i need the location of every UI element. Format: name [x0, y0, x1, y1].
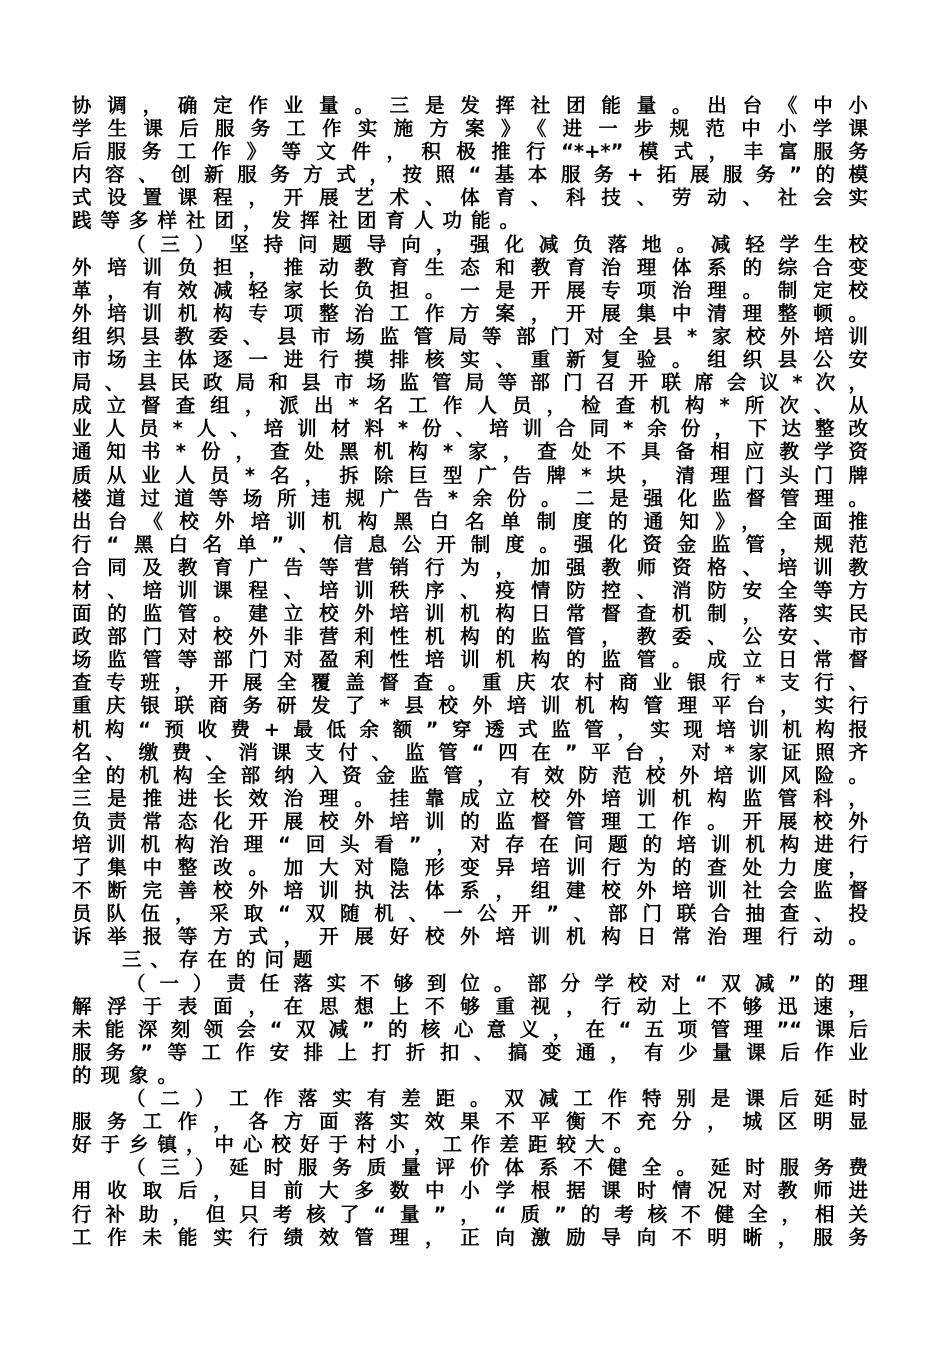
text-line: 政部门对校外非营利性机构的监管，教委、公安、市	[72, 625, 868, 649]
text-line: 市场主体逐一进行摸排核实、重新复验。组织县公安	[72, 348, 868, 372]
text-line: 服务”等工作安排上打折扣、搞变通，有少量课后作业	[72, 1040, 868, 1064]
text-line: 面的监管。建立校外培训机构日常督查机制，落实民	[72, 602, 868, 626]
text-line: 践等多样社团，发挥社团育人功能。	[72, 209, 529, 233]
document-body	[72, 94, 868, 1249]
text-line: 材、培训课程、培训秩序、疫情防控、消防安全等方	[72, 578, 868, 602]
text-line: 通知书*份，查处黑机构*家，查处不具备相应教学资	[72, 440, 868, 464]
text-line: 外培训机构专项整治工作方案，开展集中清理整顿。	[72, 301, 868, 325]
text-line: 不断完善校外培训执法体系，组建校外培训社会监督	[72, 879, 868, 903]
text-line: 名、缴费、消课支付、监管“四在”平台，对*家证照齐	[72, 740, 868, 764]
text-line: 合同及教育广告等营销行为，加强教师资格、培训教	[72, 555, 868, 579]
text-line: 机构“预收费+最低余额”穿透式监管，实现培训机构报	[72, 717, 868, 741]
text-line: 局、县民政局和县市场监管局等部门召开联席会议*次，	[72, 371, 868, 395]
text-line: 场监管等部门对盈利性培训机构的监管。成立日常督	[72, 648, 868, 672]
text-line: 行“黑白名单”、信息公开制度。强化资金监管，规范	[72, 532, 868, 556]
text-line: 成立督查组，派出*名工作人员，检查机构*所次、从	[72, 394, 868, 418]
text-line: 业人员*人、培训材料*份、培训合同*余份，下达整改	[72, 417, 868, 441]
text-line: 质从业人员*名，拆除巨型广告牌*块，清理门头门牌	[72, 463, 868, 487]
text-line: 查专班，开展全覆盖督查。重庆农村商业银行*支行、	[72, 671, 868, 695]
text-line: 服务工作，各方面落实效果不平衡不充分，城区明显	[72, 1110, 868, 1134]
text-line: （二）工作落实有差距。双减工作特别是课后延时	[126, 1087, 868, 1111]
text-line: 式设置课程，开展艺术、体育、科技、劳动、社会实	[72, 186, 868, 210]
text-line: 负责常态化开展校外培训的监督管理工作。开展校外	[72, 809, 868, 833]
text-line: 出台《校外培训机构黑白名单制度的通知》，全面推	[72, 509, 868, 533]
text-line: 外培训负担，推动教育生态和教育治理体系的综合变	[72, 255, 868, 279]
text-line: 三、存在的问题	[122, 948, 322, 972]
text-line: 解浮于表面，在思想上不够重视，行动上不够迅速，	[72, 994, 868, 1018]
text-line: 组织县教委、县市场监管局等部门对全县*家校外培训	[72, 324, 868, 348]
text-line: 三是推进长效治理。挂靠成立校外培训机构监管科，	[72, 786, 868, 810]
text-line: 员队伍，采取“双随机、一公开”、部门联合抽查、投	[72, 902, 868, 926]
text-line: 学生课后服务工作实施方案》《进一步规范中小学课	[72, 117, 868, 141]
text-line: （一）责任落实不够到位。部分学校对“双减”的理	[126, 971, 868, 995]
text-line: 协调，确定作业量。三是发挥社团能量。出台《中小	[72, 94, 868, 117]
text-line: 革，有效减轻家长负担。一是开展专项治理。制定校	[72, 278, 868, 302]
text-line: 行补助，但只考核了“量”，“质”的考核不健全，相关	[72, 1202, 868, 1226]
text-line: 内容、创新服务方式，按照“基本服务+拓展服务”的模	[72, 163, 868, 187]
text-line: 的现象。	[72, 1063, 187, 1087]
text-line: 重庆银联商务研发了*县校外培训机构管理平台，实行	[72, 694, 868, 718]
text-line: 全的机构全部纳入资金监管，有效防范校外培训风险。	[72, 763, 868, 787]
text-line: 了集中整改。加大对隐形变异培训行为的查处力度，	[72, 856, 868, 880]
text-line: 好于乡镇，中心校好于村小，工作差距较大。	[72, 1133, 643, 1157]
text-line: 培训机构治理“回头看”，对存在问题的培训机构进行	[72, 833, 868, 856]
text-line: 楼道过道等场所违规广告*余份。二是强化监督管理。	[72, 486, 868, 510]
text-line: 未能深刻领会“双减”的核心意义，在“五项管理”“课后	[72, 1017, 868, 1041]
text-line: 用收取后，目前大多数中小学根据课时情况对教师进	[72, 1179, 868, 1203]
text-line: 工作未能实行绩效管理，正向激励导向不明晰，服务	[72, 1225, 868, 1249]
text-line: 诉举报等方式，开展好校外培训机构日常治理行动。	[72, 925, 868, 949]
text-line: 后服务工作》等文件，积极推行“*+*”模式，丰富服务	[72, 140, 868, 164]
text-line: （三）延时服务质量评价体系不健全。延时服务费	[126, 1156, 868, 1180]
text-line: （三）坚持问题导向，强化减负落地。减轻学生校	[126, 232, 868, 256]
